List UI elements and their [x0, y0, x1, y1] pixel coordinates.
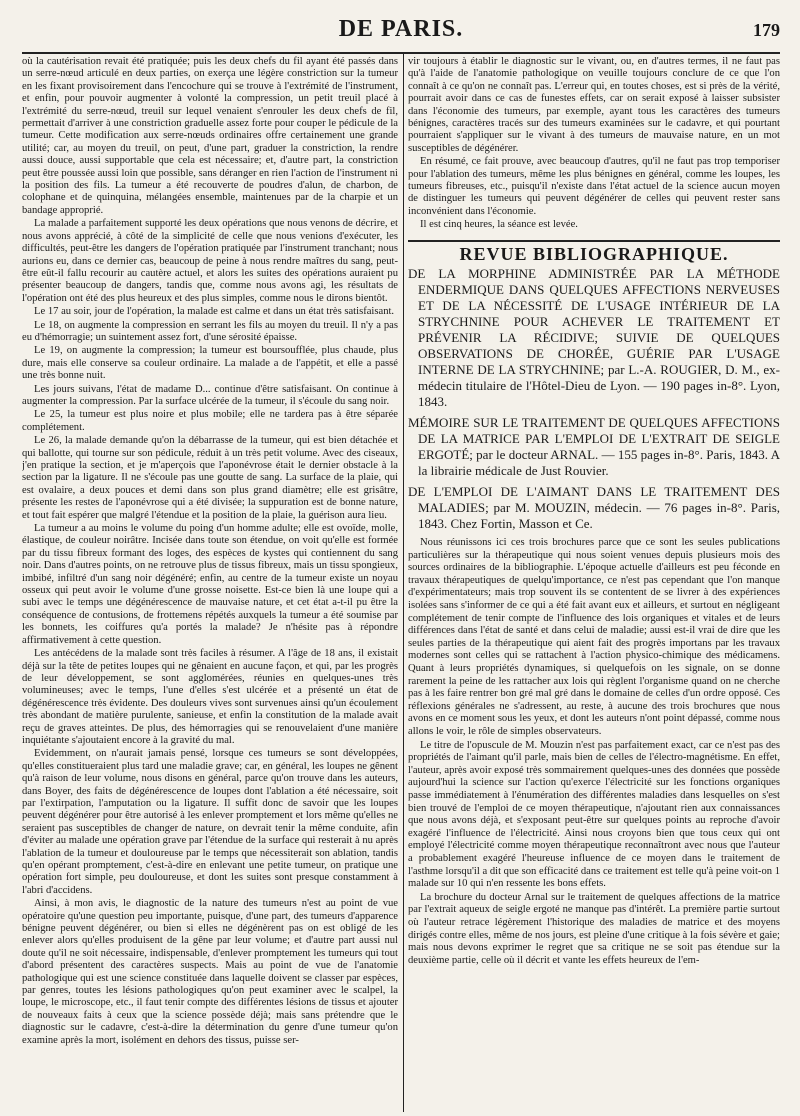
page-number: 179 — [753, 20, 780, 40]
paragraph: Il est cinq heures, la séance est levée. — [420, 219, 578, 231]
paragraph: En résumé, ce fait prouve, avec beaucoup d'autres, qu'il ne faut pas trop temporiser pour l'ablation des tumeurs, même les plus bénignes en général, comme les loupes, les tumeurs fibreuses, etc., puisqu'il n'existe dans l'état actuel de la science aucun moyen de distinguer les tumeurs qui peuvent dégénérer de celles qui peuvent rester sans inconvénient dans l'économie. — [408, 156, 780, 217]
paragraph: Ainsi, à mon avis, le diagnostic de la nature des tumeurs n'est au point de vue opératoire qu'une question peu importante, puisque, d'une part, des tumeurs d'apparence bénigne peuvent dégénérer, ou bien si elles ne dégénèrent pas on est obligé de les enlever alors qu'elles produisent de la gêne par leur volume; et d'autre part aussi nul doute qu'il ne soit nécessaire, indispensable, d'enlever promptement les tumeurs qui tout d'abord présentent des caractères suspects. Mais au point de vue de l'anatomie pathologique qui est une science constituée dans laquelle doivent se classer par espèces, par genres, toutes les lésions pathologiques qu'on peut examiner avec le scalpel, la loupe, le microscope, etc., il faut tenir compte des différentes lésions de tissus et ajouter de nouveaux faits à ceux que la science possède déjà; mais sans prétendre que le diagnostic sur le cadavre, c'est-à-dire la détermination du genre d'une tumeur qu'on examine après la mort, isolément en dehors des tissus, puisse ser- — [22, 898, 398, 1046]
paragraph: Le 17 au soir, jour de l'opération, la malade est calme et dans un état très satisfaisant. — [34, 306, 395, 318]
paragraph: Les jours suivans, l'état de madame D... continue d'être satisfaisant. On continue à augmenter la compression. Par la surface ulcérée de la tumeur, il s'écoule du sang noir. — [22, 383, 398, 407]
page-header — [22, 6, 780, 46]
paragraph: La tumeur a au moins le volume du poing d'un homme adulte; elle est ovoïde, molle, élastique, de couleur noirâtre. Incisée dans toute son étendue, on voit qu'elle est formée par du tissu fibreux formant des loges, des espèces de kystes qui contiennent du sang noir. Dans d'autres points, on ne retrouve plus de tissus fibreux, mais un tissu spongieux, imbibé, infiltré d'un sang noir dégénéré; enfin, au centre de la tumeur existe un noyau osseux qui peut avoir le volume d'une grosse noisette. Est-ce bien là une loupe qui a subi avec le temps une dégénérescence de mauvaise nature, et cet état a-t-il pu être la conséquence de contusions, de frottemens répétés auxquels la tumeur a été soumise par les bonnets, les coiffures qu'a portés la malade? Je n'hésite pas à répondre affirmativement à cette question. — [22, 523, 398, 646]
left-column — [22, 56, 398, 1112]
paragraph: vir toujours à établir le diagnostic sur le vivant, ou, en d'autres termes, il ne faut pas qu'à l'aide de l'anatomie pathologique on veuille toujours conclure de ce que l'on connaît à ce qu'on ne connaît pas. L'erreur qui, en toutes choses, est si près de la vérité, pourrait avoir dans ce cas de funestes effets, car on serait exposé à laisser subsister dans l'économie des tumeurs, par exemple, ayant tous les caractères des tumeurs bénignes, caractères tracés sur des tumeurs examinées sur le cadavre, et qui pourtant pourraient s'appliquer sur le vivant à des tumeurs de mauvaise nature, en un mot susceptibles de dégénérer. — [408, 56, 780, 154]
newspaper-page — [22, 0, 780, 1116]
paragraph: Le 26, la malade demande qu'on la débarrasse de la tumeur, qui est bien détachée et qui ballotte, qui tourne sur son pédicule, réduit à un très petit volume. Avec des ciseaux, j'en pratique la section, et je m'aperçois que l'aponévrose était le dernier obstacle à la section par la ligature. Il ne s'écoule pas une goutte de sang. La surface de la plaie, qui est ovalaire, a deux pouces et demi dans son plus grand diamètre; elle est grisâtre, présente les restes de l'aponévrose qui a été divisée; la suppuration est de bonne nature, et tout fait espérer que malgré l'étendue et la position de la plaie, la guérison aura lieu. — [22, 435, 398, 521]
paragraph: Evidemment, on n'aurait jamais pensé, lorsque ces tumeurs se sont développées, qu'elles constitueraient plus tard une maladie grave; car, en général, les loupes ne gênent qu'à raison de leur volume, nous disons en général, parce qu'on trouve dans les auteurs, dans Boyer, des faits de dégénérescence de loupes dont l'ablation a été nécessaire, soit par l'extirpation, l'amputation ou la ligature. Il suffit donc de savoir que les loupes peuvent dégénérer pour être autorisé à les enlever promptement et lors même qu'elles ne seraient pas susceptibles de changer de nature, on devrait tenir la même conduite, afin d'éviter au malade une opération grave par l'étendue de la surface qui resterait à nu après l'ablation de la tumeur et douloureuse par le temps que nécessiterait son ablation, tandis qu'en opérant promptement, c'est-à-dire en enlevant une petite tumeur, on pratique une opération fort simple, peu douloureuse, et dont les suites sont presque constamment à l'abri d'accidens. — [22, 748, 398, 896]
paragraph: La brochure du docteur Arnal sur le traitement de quelques affections de la matrice par l'extrait aqueux de seigle ergoté ne manque pas d'intérêt. La première partie surtout où l'auteur retrace légèrement l'historique des maladies de matrice et des moyens dirigés contre elles, même de nos jours, est pleine d'une critique à la fois sévère et gaie; mais nous devons exprimer le regret que sa critique ne se soit pas étendue sur la deuxième partie, celle où il décrit et vante les effets heureux de l'em- — [408, 891, 780, 966]
book-entry: DE LA MORPHINE ADMINISTRÉE PAR LA MÉTHODE ENDERMIQUE DANS QUELQUES AFFECTIONS NERVEUSES ET DE LA NÉCESSITÉ DE L'USAGE INTÉRIEUR DE LA STRYCHNINE POUR ACHEVER LE TRAITEMENT ET PRÉVENIR LA RÉCIDIVE; SUIVIE DE QUELQUES OBSERVATIONS DE CHORÉE, GUÉRIE PAR L'USAGE INTERNE DE LA STRYCHNINE; par L.-A. ROUGIER, D. M., ex-médecin titulaire de l'Hôtel-Dieu de Lyon. — 190 pages in-8°. Lyon, 1843. — [408, 266, 780, 410]
column-divider — [403, 52, 404, 1112]
paragraph: où la cautérisation revait été pratiquée; puis les deux chefs du fil ayant été passés dans un serre-nœud articulé en deux parties, on exerça une légère constriction sur la tumeur en les fixant provisoirement dans l'encochure qui se trouve à l'extrémité de l'instrument, et enfin, pour pouvoir augmenter à volonté la compression, un petit treuil placé à l'extrémité du serre-nœud, treuil sur lequel venaient s'enrouler les deux chefs de fil, permettait d'arriver à une constriction graduelle assez forte pour couper le pédicule de la tumeur. Cette modification aux serre-nœuds ordinaires offre certainement une grande utilité; car, au moyen du treuil, on peut, d'une part, graduer la constriction, la rendre aussi douce, aussi supportable que cela est nécessaire; et, d'autre part, la constriction peut être poussée aussi loin que possible, sans déranger en rien l'action de l'instrument ni la position des fils. La tumeur a été recouverte de poudres d'alun, de charbon, de colophane et de quinquina, mélangées ensemble, maintenues par de la charpie et un bandage approprié. — [22, 56, 398, 216]
header-rule — [22, 52, 780, 54]
paragraph: Le 19, on augmente la compression; la tumeur est boursoufflée, plus chaude, plus dure, mais elle conserve sa couleur ordinaire. La malade a de l'appétit, et elle a passé une très bonne nuit. — [22, 345, 398, 382]
paragraph: Le titre de l'opuscule de M. Mouzin n'est pas parfaitement exact, car ce n'est pas des propriétés de l'aimant qu'il parle, mais bien de celles de l'électro-magnétisme. En effet, l'auteur, après avoir exposé très sommairement quelques-unes des données que possède aujourd'hui la science sur l'action qu'exerce l'électricité sur les fonctions organiques passe immédiatement à l'énumération des différentes maladies dans lesquelles on s'est bien trouvé de l'emploi de ce moyen thérapeutique, n'ajoutant rien aux connaissances que nous avons déjà, et s'exposant peut-être sur quelques points au reproche d'avoir exagéré l'influence de l'électricité. Ainsi nous croyons bien que tous ceux qui ont employé l'électricité comme moyen thérapeutique reconnaîtront avec nous que l'auteur a probablement exagéré l'heureuse influence de ce moyen dans le traitement de l'asthme lorsqu'il a dit que son efficacité dans ce traitement est telle qu'à peine voit-on 1 malade sur 10 qui n'en ressente les bons effets. — [408, 739, 780, 890]
section-rule — [408, 240, 780, 242]
paragraph: Les antécédens de la malade sont très faciles à résumer. A l'âge de 18 ans, il existait déjà sur la tête de petites loupes qui ne gênaient en aucune façon, et qui, par les progrès de leur développement, se sont agglomérées, réunies en quelques-unes très volumineuses; avec le temps, l'une d'elles s'est ulcérée et a présenté un état de dégénérescence très évidente. Des douleurs vives sont survenues ainsi qu'un écoulement très abondant de matière purulente, sanieuse, et enfin la constitution de la malade avait reçu de graves atteintes. De plus, des hémorragies qui se renouvelaient d'une manière inquiétante s'ajoutaient encore à la gravité du mal. — [22, 648, 398, 746]
paragraph: Le 25, la tumeur est plus noire et plus mobile; elle ne tardera pas à être séparée complétement. — [22, 409, 398, 433]
book-entry: MÉMOIRE SUR LE TRAITEMENT DE QUELQUES AFFECTIONS DE LA MATRICE PAR L'EMPLOI DE L'EXTRAIT DE SEIGLE ERGOTÉ; par le docteur ARNAL. — 155 pages in-8°. Paris, 1843. A la librairie médicale de Just Rouvier. — [408, 415, 780, 479]
right-column — [408, 56, 780, 1112]
section-title: REVUE BIBLIOGRAPHIQUE. — [459, 243, 729, 264]
running-head: DE PARIS. — [338, 16, 464, 42]
book-entry: DE L'EMPLOI DE L'AIMANT DANS LE TRAITEMENT DES MALADIES; par M. MOUZIN, médecin. — 76 pages in-8°. Paris, 1843. Chez Fortin, Masson et Ce. — [408, 484, 780, 532]
review-body — [408, 537, 780, 967]
paragraph: Le 18, on augmente la compression en serrant les fils au moyen du treuil. Il n'y a pas eu d'hémorragie; un suintement assez fort, d'une sérosité épaisse. — [22, 319, 398, 343]
paragraph: La malade a parfaitement supporté les deux opérations que nous venons de décrire, et nous avons apprécié, à côté de la simplicité de celle que nous venions d'exécuter, les difficultés, peut-être les dangers de l'opération pratiquée par l'instrument tranchant; nous aurions eu, dans ce dernier cas, beaucoup de peine à nous rendre maîtres du sang, peut-être eût-il fallu recourir au cautère actuel, et alors les suites des opérations auraient pu présenter beaucoup de dangers, tandis que, comme nous avons agi, les résultats de l'opération ont été des plus heureux et des plus simples, comme nous le dirons bientôt. — [22, 218, 398, 304]
paragraph: Nous réunissons ici ces trois brochures parce que ce sont les seules publications particulières sur la thérapeutique qui nous soient venues depuis plusieurs mois des sources ordinaires de la bibliographie. L'époque actuelle d'ailleurs est peu féconde en travaux thérapeutiques de quelqu'importance, ce n'est pas cependant que l'on manque d'expérimentateurs; mais trop souvent ils se contentent de se livrer à des expériences isolées sans s'informer de ce qui a été fait avant eux et ailleurs, et surtout en négligeant complétement de tenir compte de l'influence des lois organiques et vitales et de leurs différences dans l'état de santé et dans celui de maladie; aussi est-il vrai de dire que les seules parties de la thérapeutique qui aient fait des progrès importans par les travaux modernes sont celles qui se rattachent à l'action physico-chimique des médicamens. Quant à leurs propriétés dynamiques, si quelquefois on les signale, on se donne rarement la peine de les rattacher aux lois qui règlent l'organisme quand on ne cherche pas à les faire rentrer bon gré mal gré dans le domaine de celles d'un ordre opposé. Ces réflexions générales ne s'adressent, au reste, à aucune des trois brochures que nous avons en ce moment sous les yeux, et dont les auteurs n'ont point dépassé, comme nous allons le voir, le rôle de simples observateurs. — [408, 537, 780, 737]
